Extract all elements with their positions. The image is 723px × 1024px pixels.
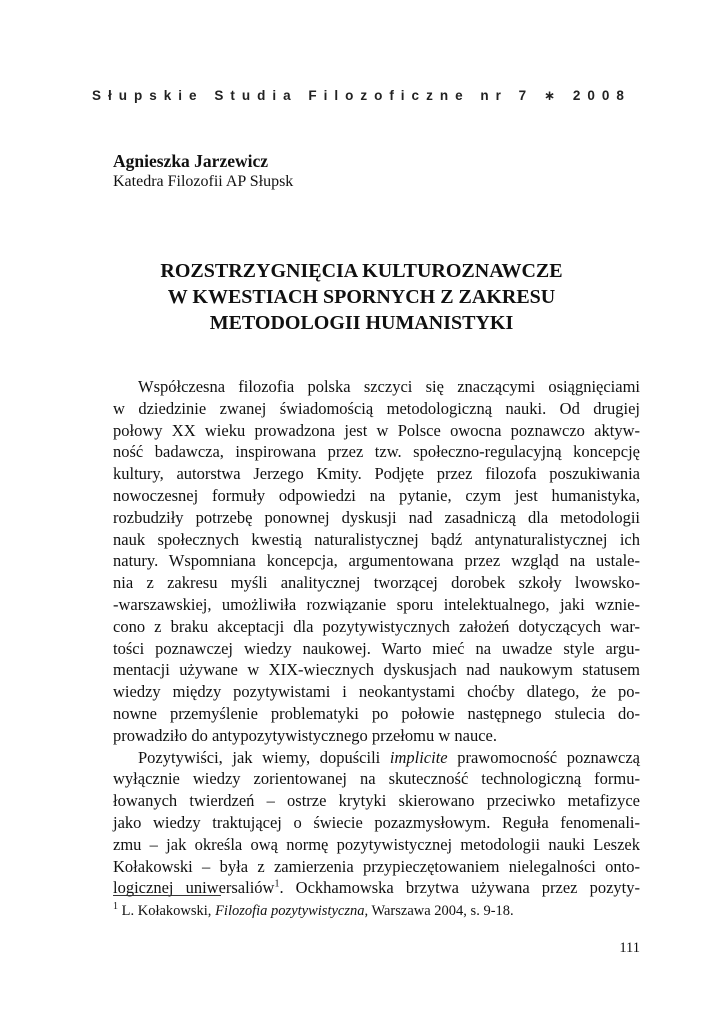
text-run: logicznej uniwersaliów <box>113 878 275 898</box>
text-line: -warszawskiej, umożliwiła rozwiązanie sporu intelektualnego, jaki wznie- <box>113 594 640 614</box>
page-number: 111 <box>619 940 640 956</box>
text-line: zmu – jak określa ową normę pozytywistycznej metodologii nauki Leszek <box>113 834 640 854</box>
text-line: Kołakowski – była z zamierzenia przypieczętowaniem nielegalności onto- <box>113 856 640 876</box>
text-line: wiedzy między pozytywistami i neokantystami choćby dlatego, że po- <box>113 682 640 702</box>
text-line: nowoczesnej formuły odpowiedzi na pytanie, czym jest humanistyka, <box>113 485 640 505</box>
author-affiliation: Katedra Filozofii AP Słupsk <box>113 173 294 190</box>
footnote-mark: 1 <box>113 901 118 913</box>
text-run: . Ockhamowska brzytwa używana przez pozyty- <box>279 878 641 898</box>
title-line: W KWESTIACH SPORNYCH Z ZAKRESU <box>167 286 556 308</box>
footnote-text: , Warszawa 2004, s. 9-18. <box>364 903 514 919</box>
footnote-ref[interactable]: 1 <box>274 878 280 890</box>
text-line: nowne przemyślenie problematyki po połowie następnego stulecia do- <box>113 703 640 723</box>
text-line: wyłącznie wiedzy zorientowanej na skuteczność technologiczną formu- <box>113 769 640 789</box>
running-header: Słupskie Studia Filozoficzne nr 7 ∗ 2008 <box>92 88 631 103</box>
article-title <box>0 258 723 336</box>
text-run: Pozytywiści, jak wiemy, dopuścili <box>138 747 390 767</box>
text-line: połowy XX wieku prowadzona jest w Polsce owocna poznawczo aktyw- <box>113 420 640 440</box>
footnote-text: L. Kołakowski, <box>118 903 216 919</box>
text-line: mentacji używane w XIX-wiecznych dyskusjach nad naukowym statusem <box>113 660 640 680</box>
text-line: jako wiedzy traktującej o świecie pozazmysłowym. Reguła fenomenali- <box>113 812 640 832</box>
footnote-book-title: Filozofia pozytywistyczna <box>215 903 365 919</box>
author-block <box>113 150 293 192</box>
text-line <box>113 747 640 769</box>
text-run: prawomocność poznawczą <box>447 747 641 767</box>
text-line: Współczesna filozofia polska szczyci się znaczącymi osiągnięciami <box>138 377 640 396</box>
italic-term: implicite <box>389 747 448 767</box>
text-line: łowanych twierdzeń – ostrze krytyki skierowano przeciwko metafizyce <box>113 791 640 811</box>
text-line: nia z zakresu myśli analitycznej tworzącej dorobek szkoły lwowsko- <box>113 573 640 593</box>
text-line: prowadziło do antypozytywistycznego przełomu w nauce. <box>113 725 497 745</box>
text-line: kultury, autorstwa Jerzego Kmity. Podjęte przez filozofa poszukiwania <box>113 464 640 484</box>
text-line: natury. Wspomniana koncepcja, argumentowana przez wzgląd na ustale- <box>113 551 640 571</box>
author-name: Agnieszka Jarzewicz <box>113 151 269 171</box>
text-line: tości poznawczej wiedzy naukowej. Warto mieć na uwadze style argu- <box>113 638 640 658</box>
body-text <box>113 376 640 899</box>
text-line: ność badawcza, inspirowana przez tzw. społeczno-regulacyjną koncepcję <box>113 442 640 462</box>
footnote <box>113 902 514 920</box>
text-line: w dziedzinie zwanej świadomością metodologiczną nauki. Od drugiej <box>113 398 640 418</box>
text-line: cono z braku akceptacji dla pozytywistycznych założeń dotyczących war- <box>113 616 640 636</box>
text-line: rozbudziły potrzebę ponownej dyskusji nad zasadniczą dla metodologii <box>113 507 640 527</box>
title-line: ROZSTRZYGNIĘCIA KULTUROZNAWCZE <box>160 260 563 282</box>
text-line: nauk społecznych kwestią naturalistycznej bądź antynaturalistycznej ich <box>113 529 640 549</box>
footnote-divider <box>113 895 221 896</box>
title-line: METODOLOGII HUMANISTYKI <box>209 312 514 334</box>
